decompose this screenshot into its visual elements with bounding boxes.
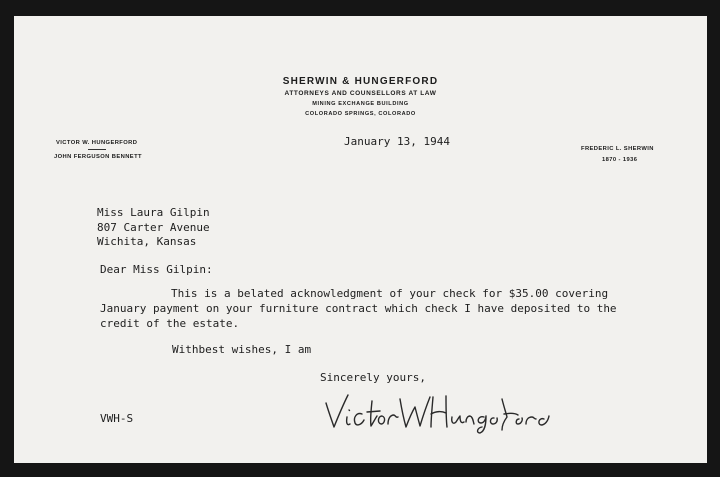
body-line-3: credit of the estate. (100, 317, 240, 330)
recipient-name: Miss Laura Gilpin (97, 206, 210, 219)
recipient-street: 807 Carter Avenue (97, 221, 210, 234)
typist-initials: VWH-S (100, 412, 134, 425)
closing: Sincerely yours, (320, 371, 426, 384)
recipient-city: Wichita, Kansas (97, 235, 197, 248)
salutation: Dear Miss Gilpin: (100, 263, 213, 276)
letter-date: January 13, 1944 (344, 135, 450, 148)
firm-city: COLORADO SPRINGS, COLORADO (305, 111, 416, 117)
handwritten-signature (320, 383, 550, 435)
firm-name: SHERWIN & HUNGERFORD (282, 76, 439, 87)
letter-page (14, 16, 707, 463)
wishes-line: Withbest wishes, I am (172, 343, 312, 356)
partner-left-2: JOHN FERGUSON BENNETT (54, 154, 142, 160)
body-line-1: This is a belated acknowledgment of your check for $35.00 covering (171, 287, 609, 300)
firm-building: MINING EXCHANGE BUILDING (312, 101, 409, 107)
body-line-2: January payment on your furniture contract which check I have deposited to the (100, 302, 617, 315)
partner-divider (88, 149, 106, 150)
partner-right-name: FREDERIC L. SHERWIN (581, 146, 654, 152)
firm-tagline: ATTORNEYS AND COUNSELLORS AT LAW (284, 90, 437, 97)
partner-left-1: VICTOR W. HUNGERFORD (56, 140, 138, 146)
partner-right-years: 1870 - 1936 (602, 157, 638, 163)
